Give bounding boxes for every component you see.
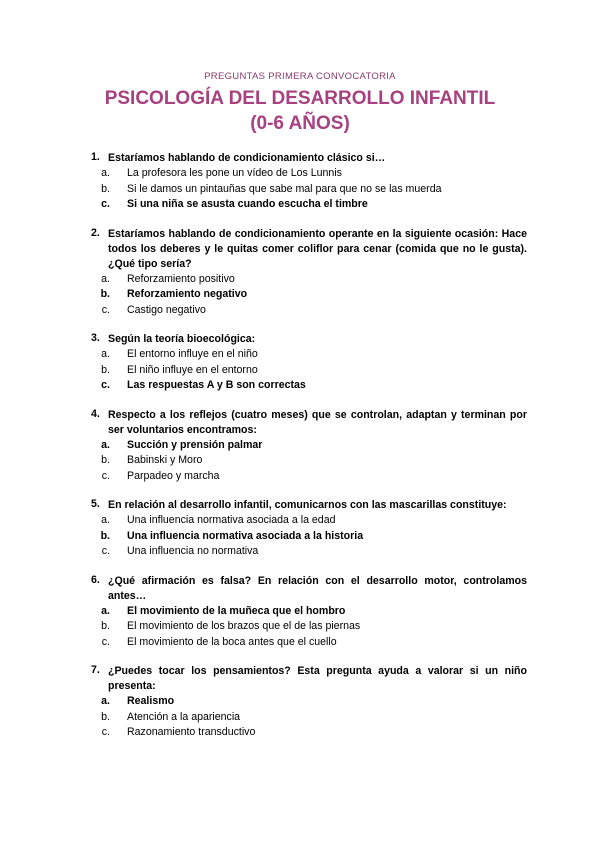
answer-option	[91, 272, 527, 288]
question-6	[91, 574, 527, 651]
correct-answer-option	[91, 529, 527, 545]
option-text: Succión y prensión palmar	[127, 438, 263, 451]
question-text: ¿Qué afirmación es falsa? En relación con el desarrollo motor, controlamos antes…	[108, 574, 527, 602]
question-7	[91, 664, 527, 741]
option-text: Una influencia no normativa	[127, 545, 259, 557]
option-text: Las respuestas A y B son correctas	[127, 379, 306, 391]
question-4	[91, 408, 527, 485]
option-text: El movimiento de los brazos que el de las piernas	[127, 620, 361, 632]
option-letter: a.	[101, 604, 110, 617]
answer-option	[91, 166, 527, 182]
option-letter: c.	[101, 635, 110, 648]
question-1	[91, 151, 527, 213]
answer-option	[91, 710, 527, 726]
option-text: Atención a la apariencia	[127, 710, 241, 723]
option-letter: a.	[101, 695, 110, 707]
option-letter: c.	[101, 726, 110, 738]
option-text: Reforzamiento negativo	[127, 288, 248, 300]
option-text: Si una niña se asusta cuando escucha el timbre	[127, 198, 368, 210]
document-title-age-range: (0-6 AÑOS)	[250, 113, 350, 134]
option-letter: b.	[100, 529, 110, 542]
option-text: Reforzamiento positivo	[127, 272, 235, 285]
option-list	[91, 438, 527, 485]
option-letter: b.	[101, 710, 110, 723]
question-text: En relación al desarrollo infantil, comunicarnos con las mascarillas constituye:	[108, 499, 507, 511]
answer-option	[91, 513, 527, 529]
option-text: La profesora les pone un vídeo de Los Lunnis	[127, 167, 342, 179]
option-text: Si le damos un pintauñas que sabe mal para que no se las muerda	[127, 182, 442, 195]
question-number: 4.	[91, 407, 100, 420]
option-letter: b.	[100, 288, 110, 300]
correct-answer-option	[91, 287, 527, 303]
question-number: 6.	[91, 573, 100, 586]
option-letter: b.	[101, 363, 110, 376]
option-letter: c.	[101, 469, 110, 482]
answer-option	[91, 544, 527, 560]
option-text: El niño influye en el entorno	[127, 363, 258, 376]
option-letter: c.	[101, 198, 110, 210]
correct-answer-option	[91, 197, 527, 213]
option-letter: a.	[101, 167, 110, 179]
answer-option	[91, 453, 527, 469]
option-text: Una influencia normativa asociada a la historia	[127, 529, 364, 542]
option-text: El entorno influye en el niño	[127, 348, 258, 360]
option-list	[91, 694, 527, 741]
option-list	[91, 604, 527, 651]
question-5	[91, 498, 527, 560]
option-text: Realismo	[127, 695, 175, 707]
question-number: 3.	[91, 332, 100, 344]
answer-option	[91, 347, 527, 363]
option-letter: c.	[101, 303, 110, 316]
option-list	[91, 272, 527, 319]
correct-answer-option	[91, 604, 527, 620]
option-letter: b.	[101, 454, 110, 466]
answer-option	[91, 469, 527, 485]
option-letter: b.	[101, 182, 110, 195]
option-text: El movimiento de la muñeca que el hombro	[127, 604, 346, 617]
question-number: 2.	[91, 226, 100, 239]
option-letter: a.	[101, 272, 110, 285]
option-text: Parpadeo y marcha	[127, 469, 220, 482]
option-letter: a.	[101, 514, 110, 526]
question-number: 7.	[91, 664, 100, 676]
answer-option	[91, 303, 527, 319]
question-2	[91, 227, 527, 319]
document-subtitle: PREGUNTAS PRIMERA CONVOCATORIA	[204, 71, 396, 82]
option-list	[91, 513, 527, 560]
option-text: Una influencia normativa asociada a la edad	[127, 514, 336, 526]
answer-option	[91, 635, 527, 651]
answer-option	[91, 363, 527, 379]
answer-option	[91, 619, 527, 635]
option-letter: a.	[101, 438, 110, 451]
question-text: ¿Puedes tocar los pensamientos? Esta pregunta ayuda a valorar si un niño presenta:	[108, 665, 527, 692]
option-letter: a.	[101, 348, 110, 360]
question-text: Estaríamos hablando de condicionamiento operante en la siguiente ocasión: Hace todos los deberes y le quitas comer coliflor para cenar (comida que no le gusta). ¿Qué tipo sería?	[108, 227, 527, 270]
option-text: El movimiento de la boca antes que el cuello	[127, 635, 337, 648]
option-text: Castigo negativo	[127, 303, 206, 316]
question-list	[91, 151, 527, 755]
question-number: 5.	[91, 498, 100, 510]
correct-answer-option	[91, 438, 527, 454]
question-text: Según la teoría bioecológica:	[108, 333, 256, 345]
option-letter: c.	[101, 545, 110, 557]
question-3	[91, 332, 527, 394]
option-letter: b.	[101, 620, 110, 632]
correct-answer-option	[91, 378, 527, 394]
option-text: Razonamiento transductivo	[127, 726, 256, 738]
option-letter: c.	[101, 379, 110, 391]
document-title: PSICOLOGÍA DEL DESARROLLO INFANTIL	[104, 88, 496, 109]
option-list	[91, 166, 527, 213]
question-number: 1.	[91, 151, 100, 163]
option-text: Babinski y Moro	[127, 454, 203, 466]
question-text: Estaríamos hablando de condicionamiento clásico si…	[108, 152, 386, 164]
correct-answer-option	[91, 694, 527, 710]
question-text: Respecto a los reflejos (cuatro meses) que se controlan, adaptan y terminan por ser voluntarios encontramos:	[108, 408, 527, 436]
answer-option	[91, 182, 527, 198]
option-list	[91, 347, 527, 394]
answer-option	[91, 725, 527, 741]
